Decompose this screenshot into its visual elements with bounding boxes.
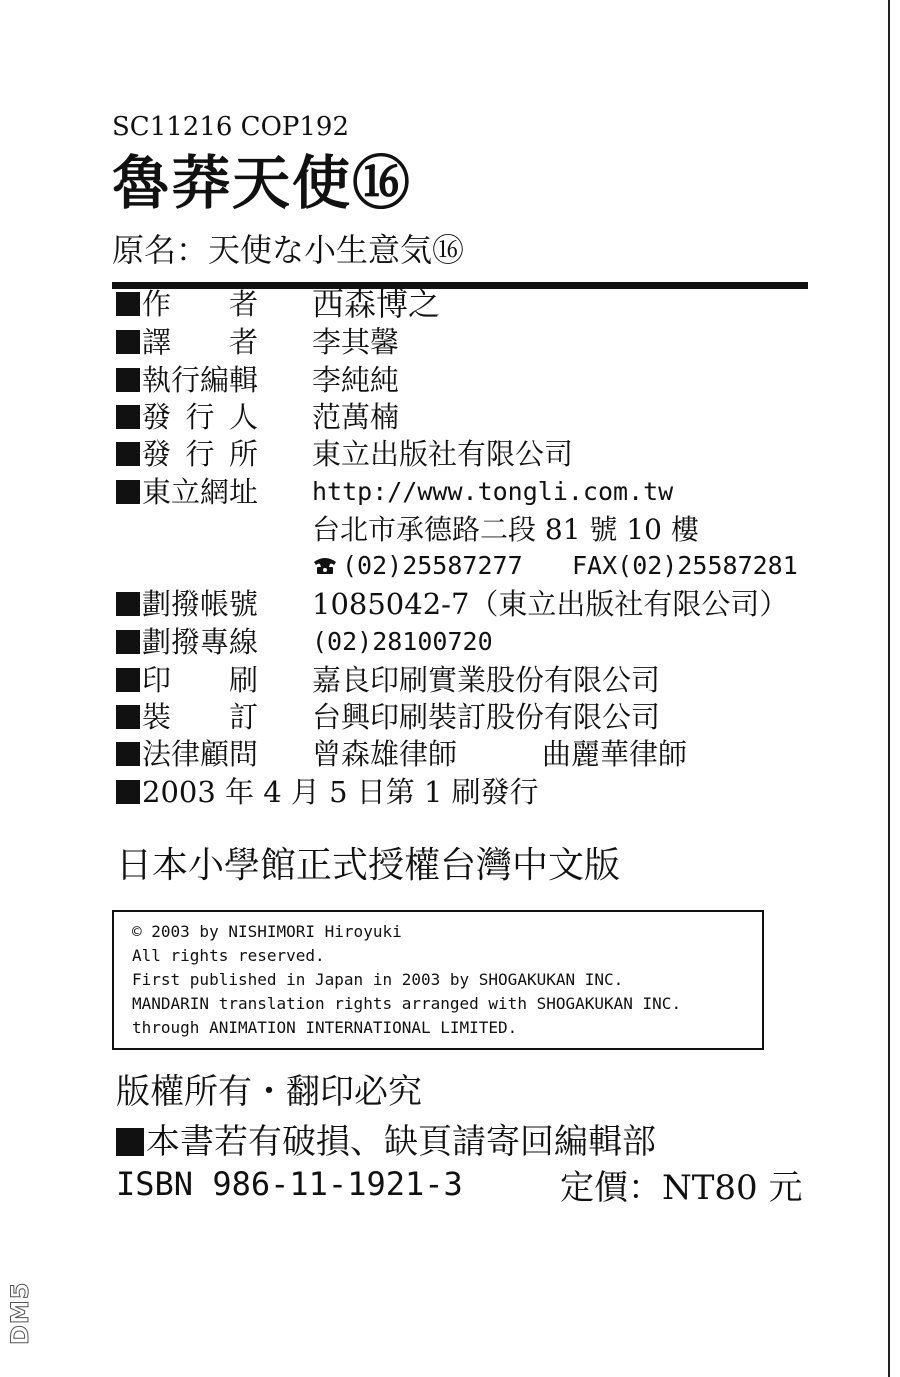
copyright-line: All rights reserved. — [132, 946, 325, 965]
price: 定價：NT80 元 — [560, 1168, 803, 1208]
credit-label: 發行所 — [142, 437, 258, 471]
credit-value: 李其馨 — [312, 325, 400, 359]
bullet-square — [116, 780, 140, 804]
credit-row-publisher — [116, 399, 400, 435]
bullet-square — [116, 368, 140, 392]
credit-row-editor — [116, 362, 400, 398]
bullet-square — [116, 442, 140, 466]
credit-row-account — [116, 586, 789, 622]
credit-value: (02)28100720 — [312, 627, 493, 656]
credit-value: 台興印刷裝訂股份有限公司 — [312, 700, 661, 734]
copyright-line: MANDARIN translation rights arranged with SHOGAKUKAN INC. — [132, 994, 682, 1013]
credit-label: 執行編輯 — [142, 363, 259, 397]
phone-number: (02)25587277 — [342, 551, 523, 580]
credit-row-printing — [116, 662, 661, 698]
credit-value-second: 曲麗華律師 — [542, 737, 688, 771]
credit-row-author — [116, 285, 441, 323]
rights-reserved: 版權所有・翻印必究 — [116, 1072, 422, 1112]
copyright-box — [112, 910, 764, 1050]
bullet-square — [116, 668, 140, 692]
credit-row-website — [116, 474, 674, 510]
publish-date-text: 2003 年 4 月 5 日第 1 刷發行 — [142, 775, 539, 809]
bullet-square — [116, 742, 140, 766]
credit-label: 發行人 — [142, 400, 258, 434]
credit-row-publishing-house — [116, 436, 574, 472]
book-title: 魯莽天使⑯ — [112, 149, 413, 217]
bullet-square — [116, 292, 140, 316]
page-edge — [888, 0, 890, 1377]
credit-label: 印 刷 — [142, 663, 258, 697]
credit-label: 法律顧問 — [142, 737, 259, 771]
credit-row-legal — [116, 736, 688, 772]
credit-label: 劃撥專線 — [142, 625, 259, 659]
copyright-line: through ANIMATION INTERNATIONAL LIMITED. — [132, 1018, 518, 1037]
credit-label: 東立網址 — [142, 475, 259, 509]
credit-row-translator — [116, 324, 400, 360]
website-link[interactable]: http://www.tongli.com.tw — [312, 477, 674, 506]
credit-value: 嘉良印刷實業股份有限公司 — [312, 663, 661, 697]
credit-row-binding — [116, 699, 661, 735]
credit-value: 東立出版社有限公司 — [312, 437, 574, 471]
license-statement: 日本小學館正式授權台灣中文版 — [116, 845, 621, 886]
bullet-square — [116, 480, 140, 504]
bullet-square — [116, 330, 140, 354]
credit-value: 1085042-7（東立出版社有限公司） — [312, 587, 789, 621]
publish-date — [116, 774, 539, 810]
credit-label: 譯 者 — [142, 325, 258, 359]
credit-value: 西森博之 — [312, 285, 441, 323]
fax-number: FAX(02)25587281 — [572, 551, 798, 580]
isbn: ISBN 986-11-1921-3 — [116, 1165, 463, 1203]
telephone-icon — [312, 549, 338, 569]
bullet-square — [116, 1128, 144, 1156]
address: 台北市承德路二段 81 號 10 樓 — [312, 513, 699, 546]
watermark-logo: DM5 — [6, 1281, 34, 1345]
original-title: 原名：天使な小生意気⑯ — [112, 231, 465, 269]
credit-label: 作 者 — [142, 287, 258, 321]
bullet-square — [116, 705, 140, 729]
bullet-square — [116, 405, 140, 429]
serial-number: SC11216 COP192 — [112, 112, 350, 142]
copyright-line: © 2003 by NISHIMORI Hiroyuki — [132, 922, 402, 941]
credit-value: 曾森雄律師 — [312, 737, 458, 771]
credit-value: 范萬楠 — [312, 400, 400, 434]
copyright-line: First published in Japan in 2003 by SHOGAKUKAN INC. — [132, 970, 624, 989]
credit-row-hotline — [116, 624, 493, 660]
phone-line — [312, 548, 523, 584]
bullet-square — [116, 592, 140, 616]
credit-value: 李純純 — [312, 363, 400, 397]
bullet-square — [116, 630, 140, 654]
damage-notice — [116, 1120, 656, 1164]
credit-label: 裝 訂 — [142, 700, 258, 734]
credit-label: 劃撥帳號 — [142, 587, 259, 621]
damage-notice-text: 本書若有破損、缺頁請寄回編輯部 — [146, 1122, 656, 1162]
